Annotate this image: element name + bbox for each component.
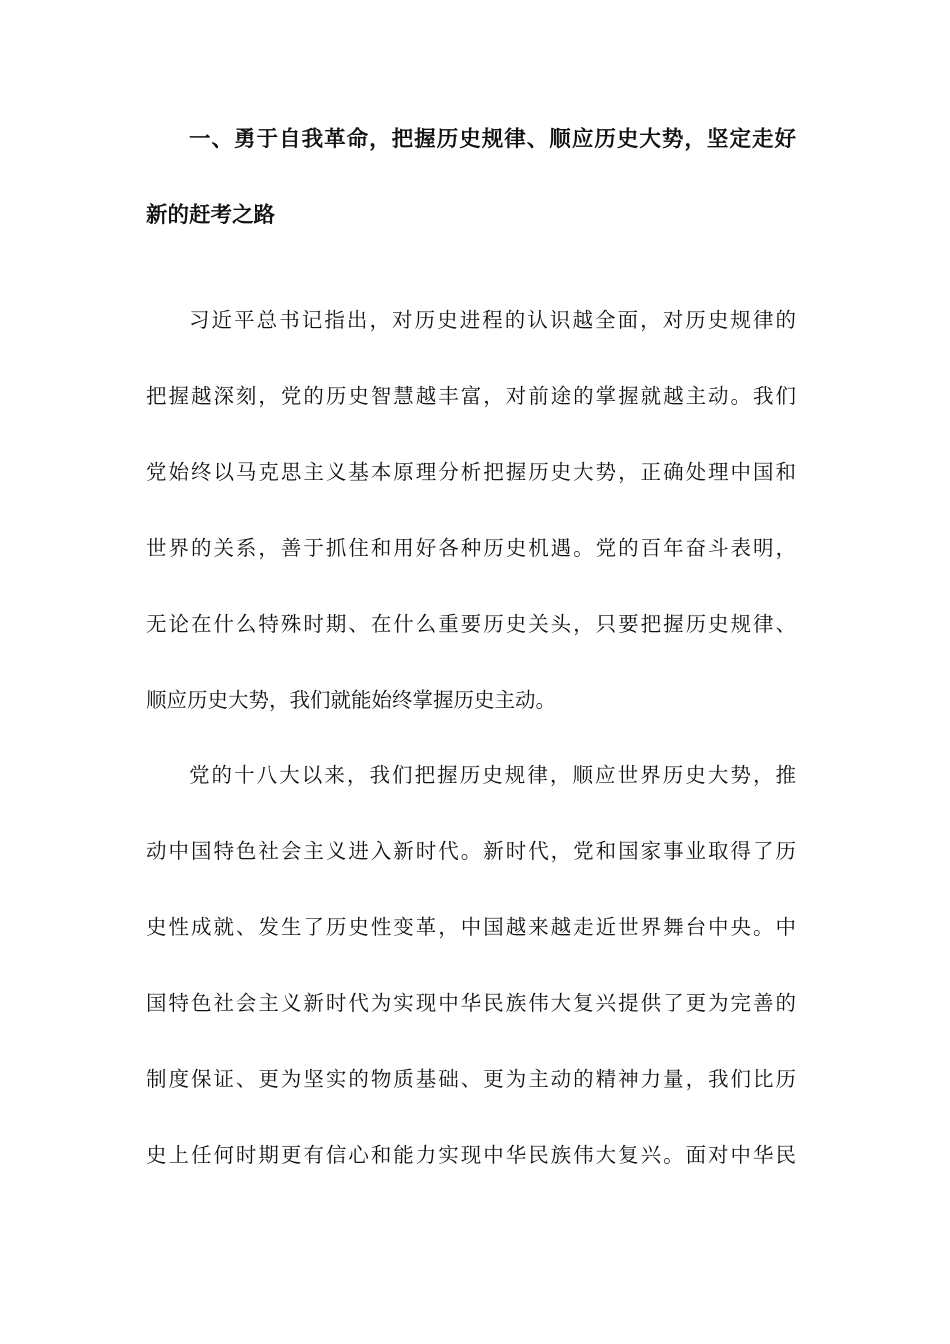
section-heading [146, 102, 796, 254]
paragraph-line: 动中国特色社会主义进入新时代。新时代，党和国家事业取得了历 [146, 839, 796, 863]
paragraph-line: 把握越深刻，党的历史智慧越丰富，对前途的掌握就越主动。我们 [146, 384, 796, 408]
paragraph-line: 习近平总书记指出，对历史进程的认识越全面，对历史规律的 [189, 308, 796, 332]
paragraph-line: 无论在什么特殊时期、在什么重要历史关头，只要把握历史规律、 [146, 612, 796, 636]
heading-line: 一、勇于自我革命，把握历史规律、顺应历史大势，坚定走好 [189, 127, 796, 152]
paragraph-line: 制度保证、更为坚实的物质基础、更为主动的精神力量，我们比历 [146, 1067, 796, 1091]
paragraph-line: 党的十八大以来，我们把握历史规律，顺应世界历史大势，推 [189, 763, 796, 787]
paragraph-line: 党始终以马克思主义基本原理分析把握历史大势，正确处理中国和 [146, 460, 796, 484]
paragraph-line: 史性成就、发生了历史性变革，中国越来越走近世界舞台中央。中 [146, 915, 796, 939]
paragraph-line: 顺应历史大势，我们就能始终掌握历史主动。 [146, 688, 556, 712]
heading-line: 新的赶考之路 [146, 203, 276, 228]
paragraph [146, 282, 796, 738]
paragraph-line: 史上任何时期更有信心和能力实现中华民族伟大复兴。面对中华民 [146, 1143, 796, 1167]
paragraph-line: 国特色社会主义新时代为实现中华民族伟大复兴提供了更为完善的 [146, 991, 796, 1015]
paragraph [146, 737, 796, 1193]
paragraph-line: 世界的关系，善于抓住和用好各种历史机遇。党的百年奋斗表明， [146, 536, 796, 560]
